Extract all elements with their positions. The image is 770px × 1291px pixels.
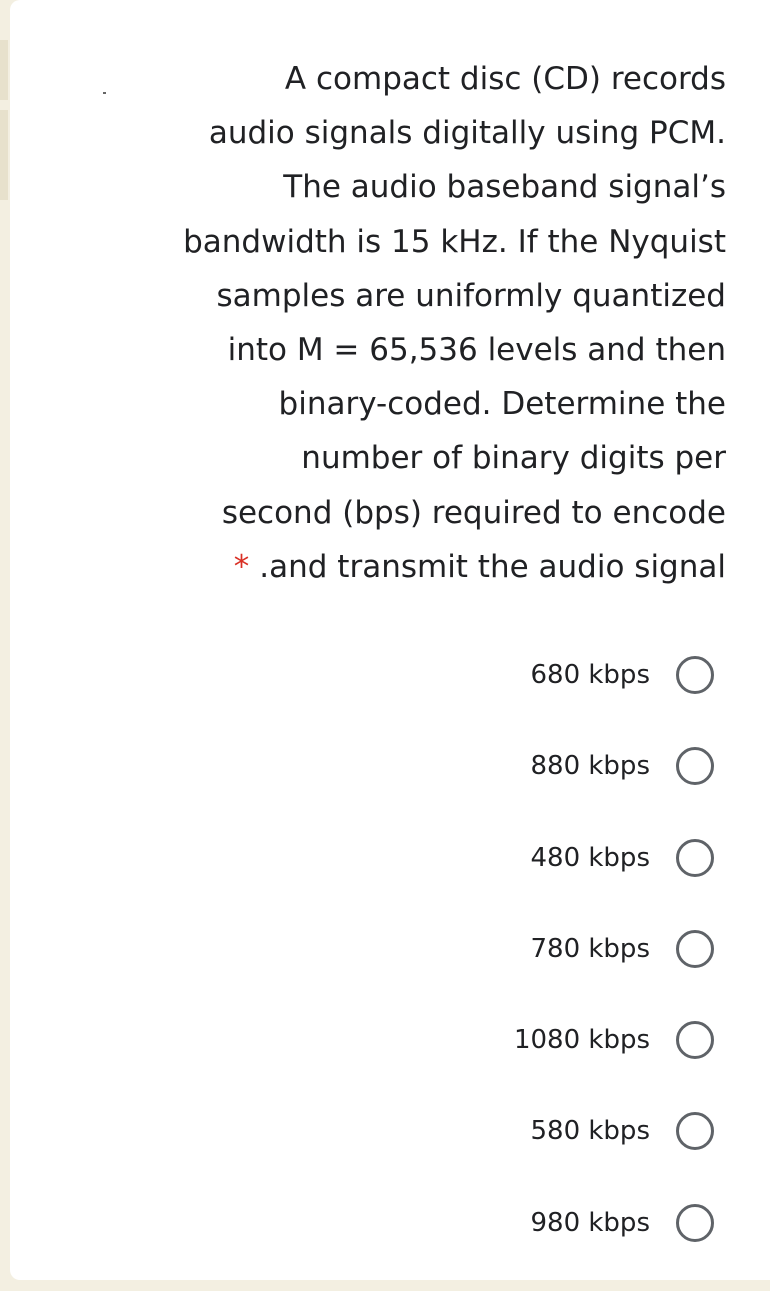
radio-button[interactable] [676,930,714,968]
question-text [130,52,726,594]
page-edge-decoration [0,40,8,100]
question-line: audio signals digitally using PCM. [208,115,726,152]
option-label: 480 kbps [530,842,650,873]
option-880-kbps[interactable] [314,743,714,834]
option-1080-kbps[interactable] [314,1017,714,1108]
radio-button[interactable] [676,1204,714,1242]
question-line-last [130,540,726,594]
question-line-text: .and transmit the audio signal [259,548,726,585]
question-card [10,0,770,1280]
option-label: 580 kbps [530,1116,650,1147]
option-480-kbps[interactable] [314,835,714,926]
question-line: number of binary digits per [301,440,726,477]
answer-options [314,652,714,1291]
question-line: A compact disc (CD) records [284,61,726,97]
option-label: 980 kbps [530,1207,650,1238]
option-980-kbps[interactable] [314,1200,714,1291]
question-line: into M = 65,536 levels and then [227,332,726,369]
radio-button[interactable] [676,1021,714,1059]
option-label: 880 kbps [530,751,650,782]
question-line: binary-coded. Determine the [278,386,726,423]
option-label: 680 kbps [530,660,650,690]
option-label: 780 kbps [530,933,650,964]
question-line: The audio baseband signal’s [283,169,726,206]
page-edge-decoration [0,110,8,200]
radio-button[interactable] [676,747,714,785]
option-680-kbps[interactable] [314,652,714,743]
question-line: bandwidth is 15 kHz. If the Nyquist [183,223,726,260]
question-line: second (bps) required to encode [221,494,726,531]
stray-mark [103,92,106,94]
option-580-kbps[interactable] [314,1108,714,1199]
question-line: samples are uniformly quantized [216,277,726,314]
radio-button[interactable] [676,839,714,877]
radio-button[interactable] [676,656,714,694]
required-asterisk: * [233,548,250,585]
option-780-kbps[interactable] [314,926,714,1017]
radio-button[interactable] [676,1112,714,1150]
option-label: 1080 kbps [513,1025,650,1056]
